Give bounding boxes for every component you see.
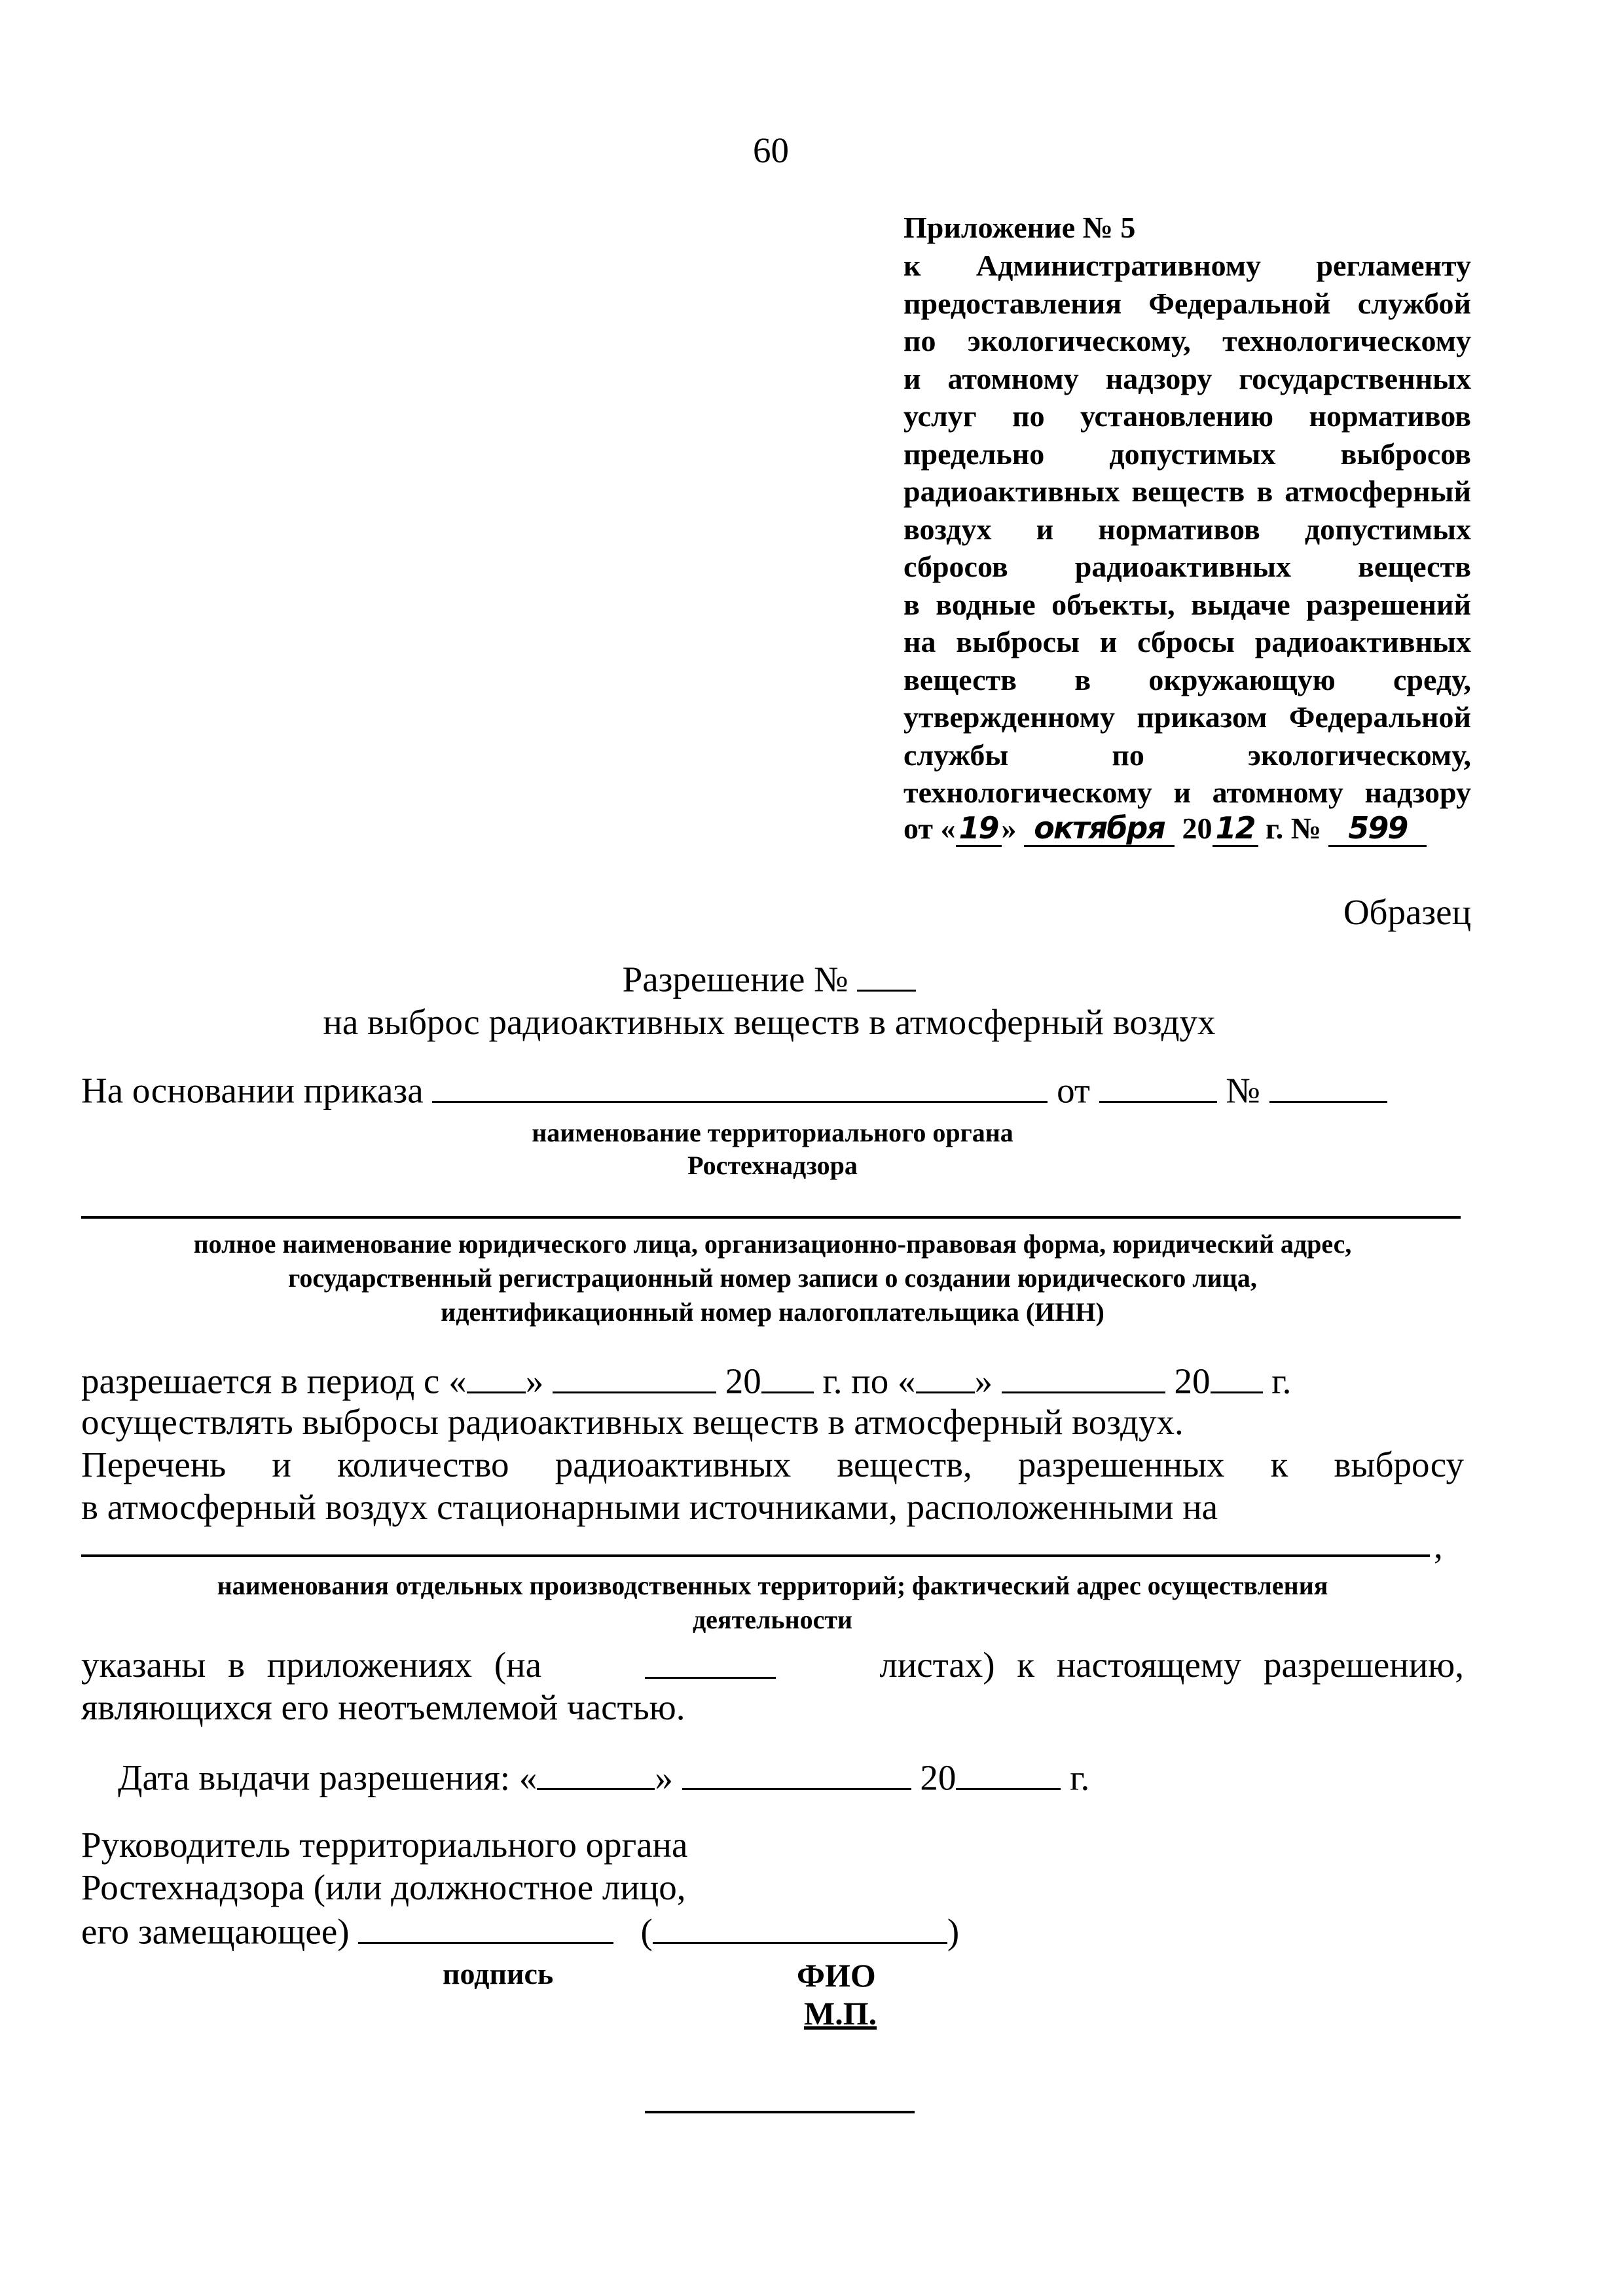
handwritten-year: 12 bbox=[1213, 811, 1258, 848]
basis-caption-1: наименование территориального органа bbox=[532, 1118, 1013, 1147]
appendix-title: Приложение № 5 bbox=[903, 211, 1136, 244]
body-line-4: в атмосферный воздух стационарными источниками, расположенными на bbox=[81, 1487, 1218, 1527]
appendix-line: службы по экологическому, bbox=[903, 738, 1471, 772]
quote-close: » bbox=[974, 1361, 993, 1401]
start-month-blank[interactable] bbox=[553, 1359, 716, 1393]
entity-caption-3: идентификационный номер налогоплательщика (ИНН) bbox=[441, 1297, 1104, 1327]
quote-close: » bbox=[525, 1361, 544, 1401]
permit-title bbox=[0, 957, 1539, 1000]
permit-title-text: Разрешение № bbox=[622, 959, 848, 999]
attachments-prefix: указаны в приложениях (на bbox=[81, 1645, 542, 1685]
appendix-line: веществ в окружающую среду, bbox=[903, 662, 1471, 696]
signatory-line-1: Руководитель территориального органа bbox=[81, 1825, 688, 1865]
signatory-line-3 bbox=[81, 1909, 959, 1952]
paren-close: ) bbox=[947, 1911, 960, 1952]
number-prefix: г. № bbox=[1266, 811, 1321, 845]
date-prefix: от « bbox=[903, 811, 956, 845]
full-name-blank[interactable] bbox=[653, 1909, 947, 1944]
body-line-3: Перечень и количество радиоактивных веществ, разрешенных к выбросу bbox=[81, 1444, 1464, 1484]
year-prefix: 20 bbox=[1182, 811, 1213, 845]
signature-caption: подпись bbox=[443, 1957, 554, 1990]
quote-close: » bbox=[655, 1757, 673, 1798]
appendix-line: утвержденному приказом Федеральной bbox=[903, 700, 1471, 734]
appendix-line: и атомному надзору государственных bbox=[903, 361, 1471, 395]
year-prefix: 20 bbox=[1174, 1361, 1211, 1401]
issue-year-blank[interactable] bbox=[956, 1755, 1061, 1790]
issue-date-line bbox=[118, 1755, 1089, 1799]
appendix-line: к Административному регламенту bbox=[903, 249, 1471, 282]
body-line-2: осуществлять выбросы радиоактивных веществ в атмосферный воздух. bbox=[81, 1402, 1184, 1442]
year-prefix: 20 bbox=[725, 1361, 761, 1401]
year-suffix: г. bbox=[1271, 1361, 1292, 1401]
sheets-count-blank[interactable] bbox=[645, 1644, 776, 1679]
appendix-line: технологическому и атомному надзору bbox=[903, 776, 1471, 809]
period-line bbox=[81, 1359, 1291, 1402]
period-to: г. по « bbox=[822, 1361, 916, 1401]
handwritten-order-number: 599 bbox=[1328, 811, 1427, 848]
issue-month-blank[interactable] bbox=[682, 1755, 911, 1790]
order-date-blank[interactable] bbox=[1099, 1068, 1217, 1103]
page-number: 60 bbox=[753, 130, 789, 170]
appendix-line: предельно допустимых выбросов bbox=[903, 437, 1471, 471]
issue-date-prefix: Дата выдачи разрешения: « bbox=[118, 1757, 538, 1798]
attachments-suffix: листах) к настоящему разрешению, bbox=[879, 1645, 1464, 1685]
quote-close: » bbox=[1001, 811, 1017, 845]
appendix-line: в водные объекты, выдаче разрешений bbox=[903, 587, 1471, 621]
basis-caption-2: Ростехнадзора bbox=[687, 1151, 858, 1180]
handwritten-month: октября bbox=[1024, 811, 1175, 848]
territory-comma: , bbox=[1434, 1526, 1443, 1566]
signature-blank[interactable] bbox=[358, 1909, 613, 1944]
appendix-line: воздух и нормативов допустимых bbox=[903, 512, 1471, 546]
attachments-line-2: являющихся его неотъемлемой частью. bbox=[81, 1687, 685, 1727]
end-day-blank[interactable] bbox=[916, 1359, 975, 1393]
issue-day-blank[interactable] bbox=[537, 1755, 655, 1790]
entity-caption-2: государственный регистрационный номер записи о создании юридического лица, bbox=[288, 1263, 1257, 1293]
entity-caption-1: полное наименование юридического лица, организационно-правовая форма, юридический адрес, bbox=[193, 1229, 1352, 1259]
order-number-blank[interactable] bbox=[1269, 1068, 1387, 1103]
permit-number-blank[interactable] bbox=[857, 957, 916, 992]
appendix-line: радиоактивных веществ в атмосферный bbox=[903, 475, 1471, 508]
basis-prefix: На основании приказа bbox=[81, 1070, 424, 1111]
start-day-blank[interactable] bbox=[467, 1359, 526, 1393]
period-prefix: разрешается в период с « bbox=[81, 1361, 467, 1401]
territory-caption-2: деятельности bbox=[692, 1605, 853, 1634]
year-suffix: г. bbox=[1070, 1757, 1090, 1798]
closing-divider bbox=[645, 2111, 915, 2113]
basis-line bbox=[81, 1068, 1387, 1111]
signatory-line-2: Ростехнадзора (или должностное лицо, bbox=[81, 1867, 686, 1907]
handwritten-day: 19 bbox=[956, 811, 1002, 848]
full-name-caption: ФИО bbox=[797, 1957, 876, 1994]
territory-blank[interactable] bbox=[81, 1554, 1430, 1557]
appendix-date-line bbox=[903, 811, 1427, 848]
basis-number-sign: № bbox=[1226, 1070, 1260, 1111]
sample-label: Образец bbox=[1343, 892, 1471, 932]
end-year-blank[interactable] bbox=[1211, 1359, 1263, 1393]
appendix-line: сбросов радиоактивных веществ bbox=[903, 550, 1471, 583]
attachments-line bbox=[81, 1644, 1464, 1685]
appendix-line: на выбросы и сбросы радиоактивных bbox=[903, 625, 1471, 658]
permit-subtitle: на выброс радиоактивных веществ в атмосферный воздух bbox=[323, 1002, 1216, 1042]
year-prefix: 20 bbox=[920, 1757, 957, 1798]
entity-name-blank[interactable] bbox=[81, 1216, 1461, 1219]
appendix-line: услуг по установлению нормативов bbox=[903, 399, 1471, 433]
paren-open: ( bbox=[640, 1911, 653, 1952]
end-month-blank[interactable] bbox=[1002, 1359, 1165, 1393]
start-year-blank[interactable] bbox=[761, 1359, 814, 1393]
territory-caption-1: наименования отдельных производственных территорий; фактический адрес осуществления bbox=[217, 1571, 1328, 1600]
order-name-blank[interactable] bbox=[432, 1068, 1048, 1103]
appendix-line: предоставления Федеральной службой bbox=[903, 286, 1471, 320]
signatory-label: его замещающее) bbox=[81, 1911, 350, 1952]
basis-from: от bbox=[1057, 1070, 1090, 1111]
stamp-place: М.П. bbox=[804, 1995, 877, 2032]
appendix-line: по экологическому, технологическому bbox=[903, 324, 1471, 357]
